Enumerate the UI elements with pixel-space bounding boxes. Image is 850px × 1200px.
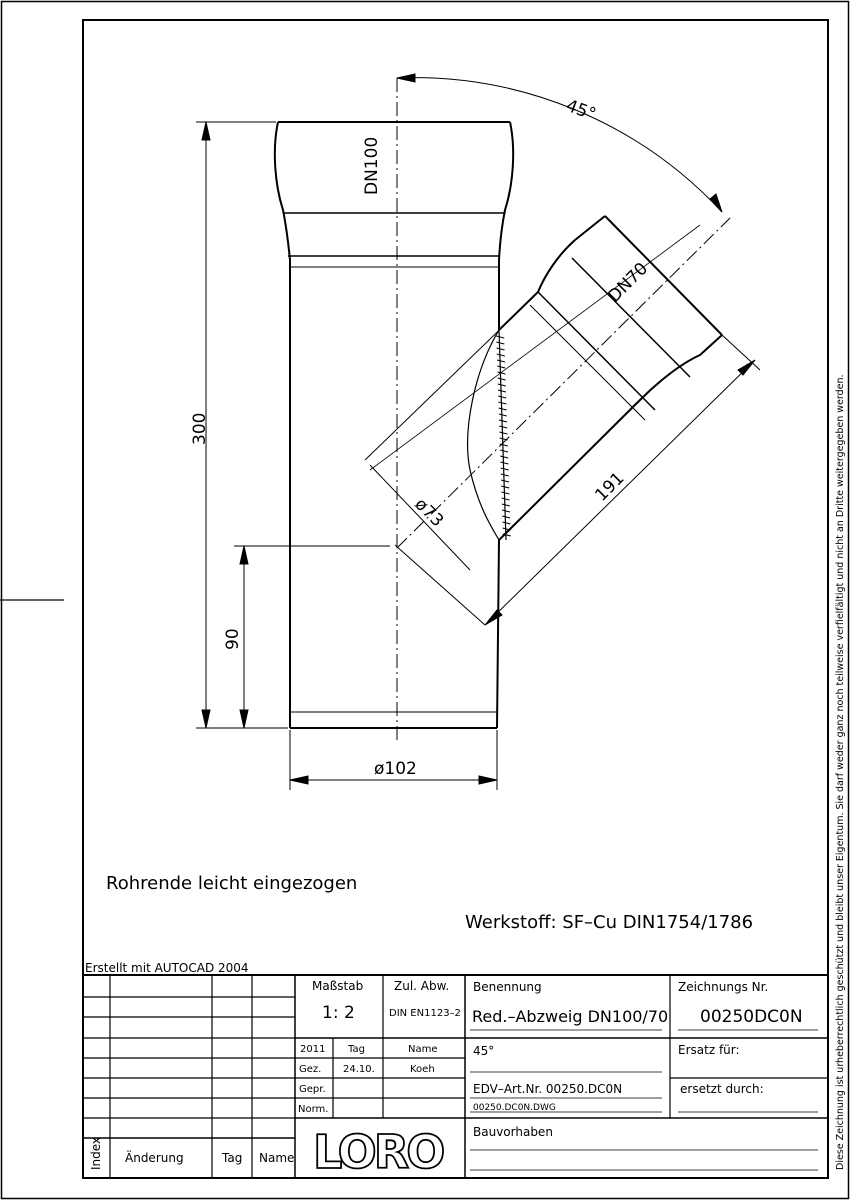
arrow-90-bottom xyxy=(240,710,248,728)
weld-hatch-mark xyxy=(499,432,507,434)
weld-hatch-mark xyxy=(502,510,510,512)
arrow-90-top xyxy=(240,546,248,564)
designation-label: Benennung xyxy=(473,980,542,994)
created-with-text: Erstellt mit AUTOCAD 2004 xyxy=(85,961,249,975)
dim-102-text: ø102 xyxy=(374,759,417,779)
year-value: 2011 xyxy=(300,1044,326,1055)
drawn-label: Gez. xyxy=(299,1064,322,1075)
dim-90-text: 90 xyxy=(223,628,243,650)
arrow-191-high xyxy=(738,360,755,375)
weld-hatch-mark xyxy=(496,336,504,338)
dim-191-ext xyxy=(722,335,760,370)
weld-hatch-mark xyxy=(499,420,507,422)
weld-hatch-mark xyxy=(501,486,509,488)
weld-hatch-mark xyxy=(500,450,508,452)
rev-header-name: Name xyxy=(259,1151,295,1165)
drawing-no-value: 00250DC0N xyxy=(700,1007,803,1027)
scale-value: 1: 2 xyxy=(322,1003,355,1023)
checked-label: Gepr. xyxy=(299,1084,326,1095)
weld-hatch-mark xyxy=(497,360,505,362)
dwg-file: 00250.DC0N.DWG xyxy=(473,1103,556,1113)
company-logo xyxy=(313,1125,443,1179)
norm-label: Norm. xyxy=(298,1104,329,1115)
copyright-notice: Diese Zeichnung ist urheberrechtlich geschützt und bleibt unser Eigentum. Sie darf weder ganz noch teilweise verfielfältigt und nicht an Dritte weitergegeben werden. xyxy=(835,374,846,1170)
rev-header-change: Änderung xyxy=(125,1151,184,1165)
drawn-date: 24.10. xyxy=(343,1064,375,1075)
replaced-by-label: ersetzt durch: xyxy=(680,1082,764,1096)
weld-hatch-mark xyxy=(496,342,504,344)
dimension-lines xyxy=(196,74,760,790)
arrow-300-top xyxy=(202,122,210,140)
title-block xyxy=(83,975,828,1178)
weld-hatch-mark xyxy=(497,366,505,368)
replacement-for-label: Ersatz für: xyxy=(678,1043,740,1057)
weld-hatch xyxy=(496,336,511,536)
intersection-curve-outer xyxy=(468,330,499,540)
weld-hatch-mark xyxy=(499,426,507,428)
scale-label: Maßstab xyxy=(312,979,364,993)
arrow-300-bottom xyxy=(202,710,210,728)
arrow-102-left xyxy=(290,776,308,784)
arrow-45-start xyxy=(397,74,415,82)
weld-hatch-mark xyxy=(501,492,509,494)
arrow-191-low xyxy=(485,610,502,625)
weld-hatch-mark xyxy=(502,498,510,500)
arrow-102-right xyxy=(479,776,497,784)
project-label: Bauvorhaben xyxy=(473,1125,553,1139)
weld-hatch-mark xyxy=(501,480,509,482)
name-label: Name xyxy=(408,1044,438,1055)
dim-dn100-text: DN100 xyxy=(362,136,382,195)
designation-value: Red.–Abzweig DN100/70 xyxy=(472,1007,669,1026)
rev-header-day: Tag xyxy=(222,1151,243,1165)
weld-hatch-mark xyxy=(498,378,506,380)
drawn-name: Koeh xyxy=(410,1064,435,1075)
material-spec: Werkstoff: SF–Cu DIN1754/1786 xyxy=(465,912,754,933)
weld-hatch-mark xyxy=(500,462,508,464)
edp-number: EDV–Art.Nr. 00250.DC0N xyxy=(473,1082,623,1096)
branch-socket-ring-3 xyxy=(530,305,645,420)
weld-hatch-mark xyxy=(499,414,507,416)
drawing-no-label: Zeichnungs Nr. xyxy=(678,980,769,994)
dim-191-text: 191 xyxy=(591,468,629,506)
dim-73-ext-bottom xyxy=(395,545,485,625)
part-geometry xyxy=(275,122,722,728)
arrow-45-end xyxy=(710,194,722,212)
rev-header-index: Index xyxy=(89,1136,103,1170)
designation-angle: 45° xyxy=(473,1044,495,1058)
weld-hatch-mark xyxy=(499,408,507,410)
dim-300-text: 300 xyxy=(190,412,210,445)
dim-45-arc xyxy=(397,78,722,212)
branch-upper-edge xyxy=(499,216,605,330)
note-pipe-end: Rohrende leicht eingezogen xyxy=(106,873,358,894)
weld-hatch-mark xyxy=(501,468,509,470)
tolerance-value: DIN EN1123–2 xyxy=(389,1008,461,1019)
weld-hatch-mark xyxy=(498,384,506,386)
dim-dn70-text: DN70 xyxy=(604,258,653,307)
dim-73-ext-top xyxy=(365,310,520,460)
weld-hatch-mark xyxy=(502,522,510,524)
weld-hatch-mark xyxy=(498,396,506,398)
branch-extension-line xyxy=(370,225,700,470)
centre-lines xyxy=(370,78,730,740)
weld-hatch-mark xyxy=(500,456,508,458)
weld-hatch-mark xyxy=(501,474,509,476)
main-pipe-right-edge-upper xyxy=(499,122,513,330)
logo-wordmark: LORO xyxy=(313,1125,443,1179)
main-pipe-right-edge-lower xyxy=(497,540,499,728)
dim-angle-text: 45° xyxy=(563,95,599,126)
weld-hatch-mark xyxy=(502,504,510,506)
dim-191-line xyxy=(485,360,755,625)
dim-73-text: ø73 xyxy=(410,494,448,532)
weld-hatch-mark xyxy=(497,348,505,350)
tolerance-label: Zul. Abw. xyxy=(394,979,450,993)
weld-hatch-mark xyxy=(498,390,506,392)
weld-hatch-mark xyxy=(498,402,506,404)
weld-hatch-mark xyxy=(502,516,510,518)
weld-hatch-mark xyxy=(497,354,505,356)
day-label: Tag xyxy=(348,1044,365,1055)
